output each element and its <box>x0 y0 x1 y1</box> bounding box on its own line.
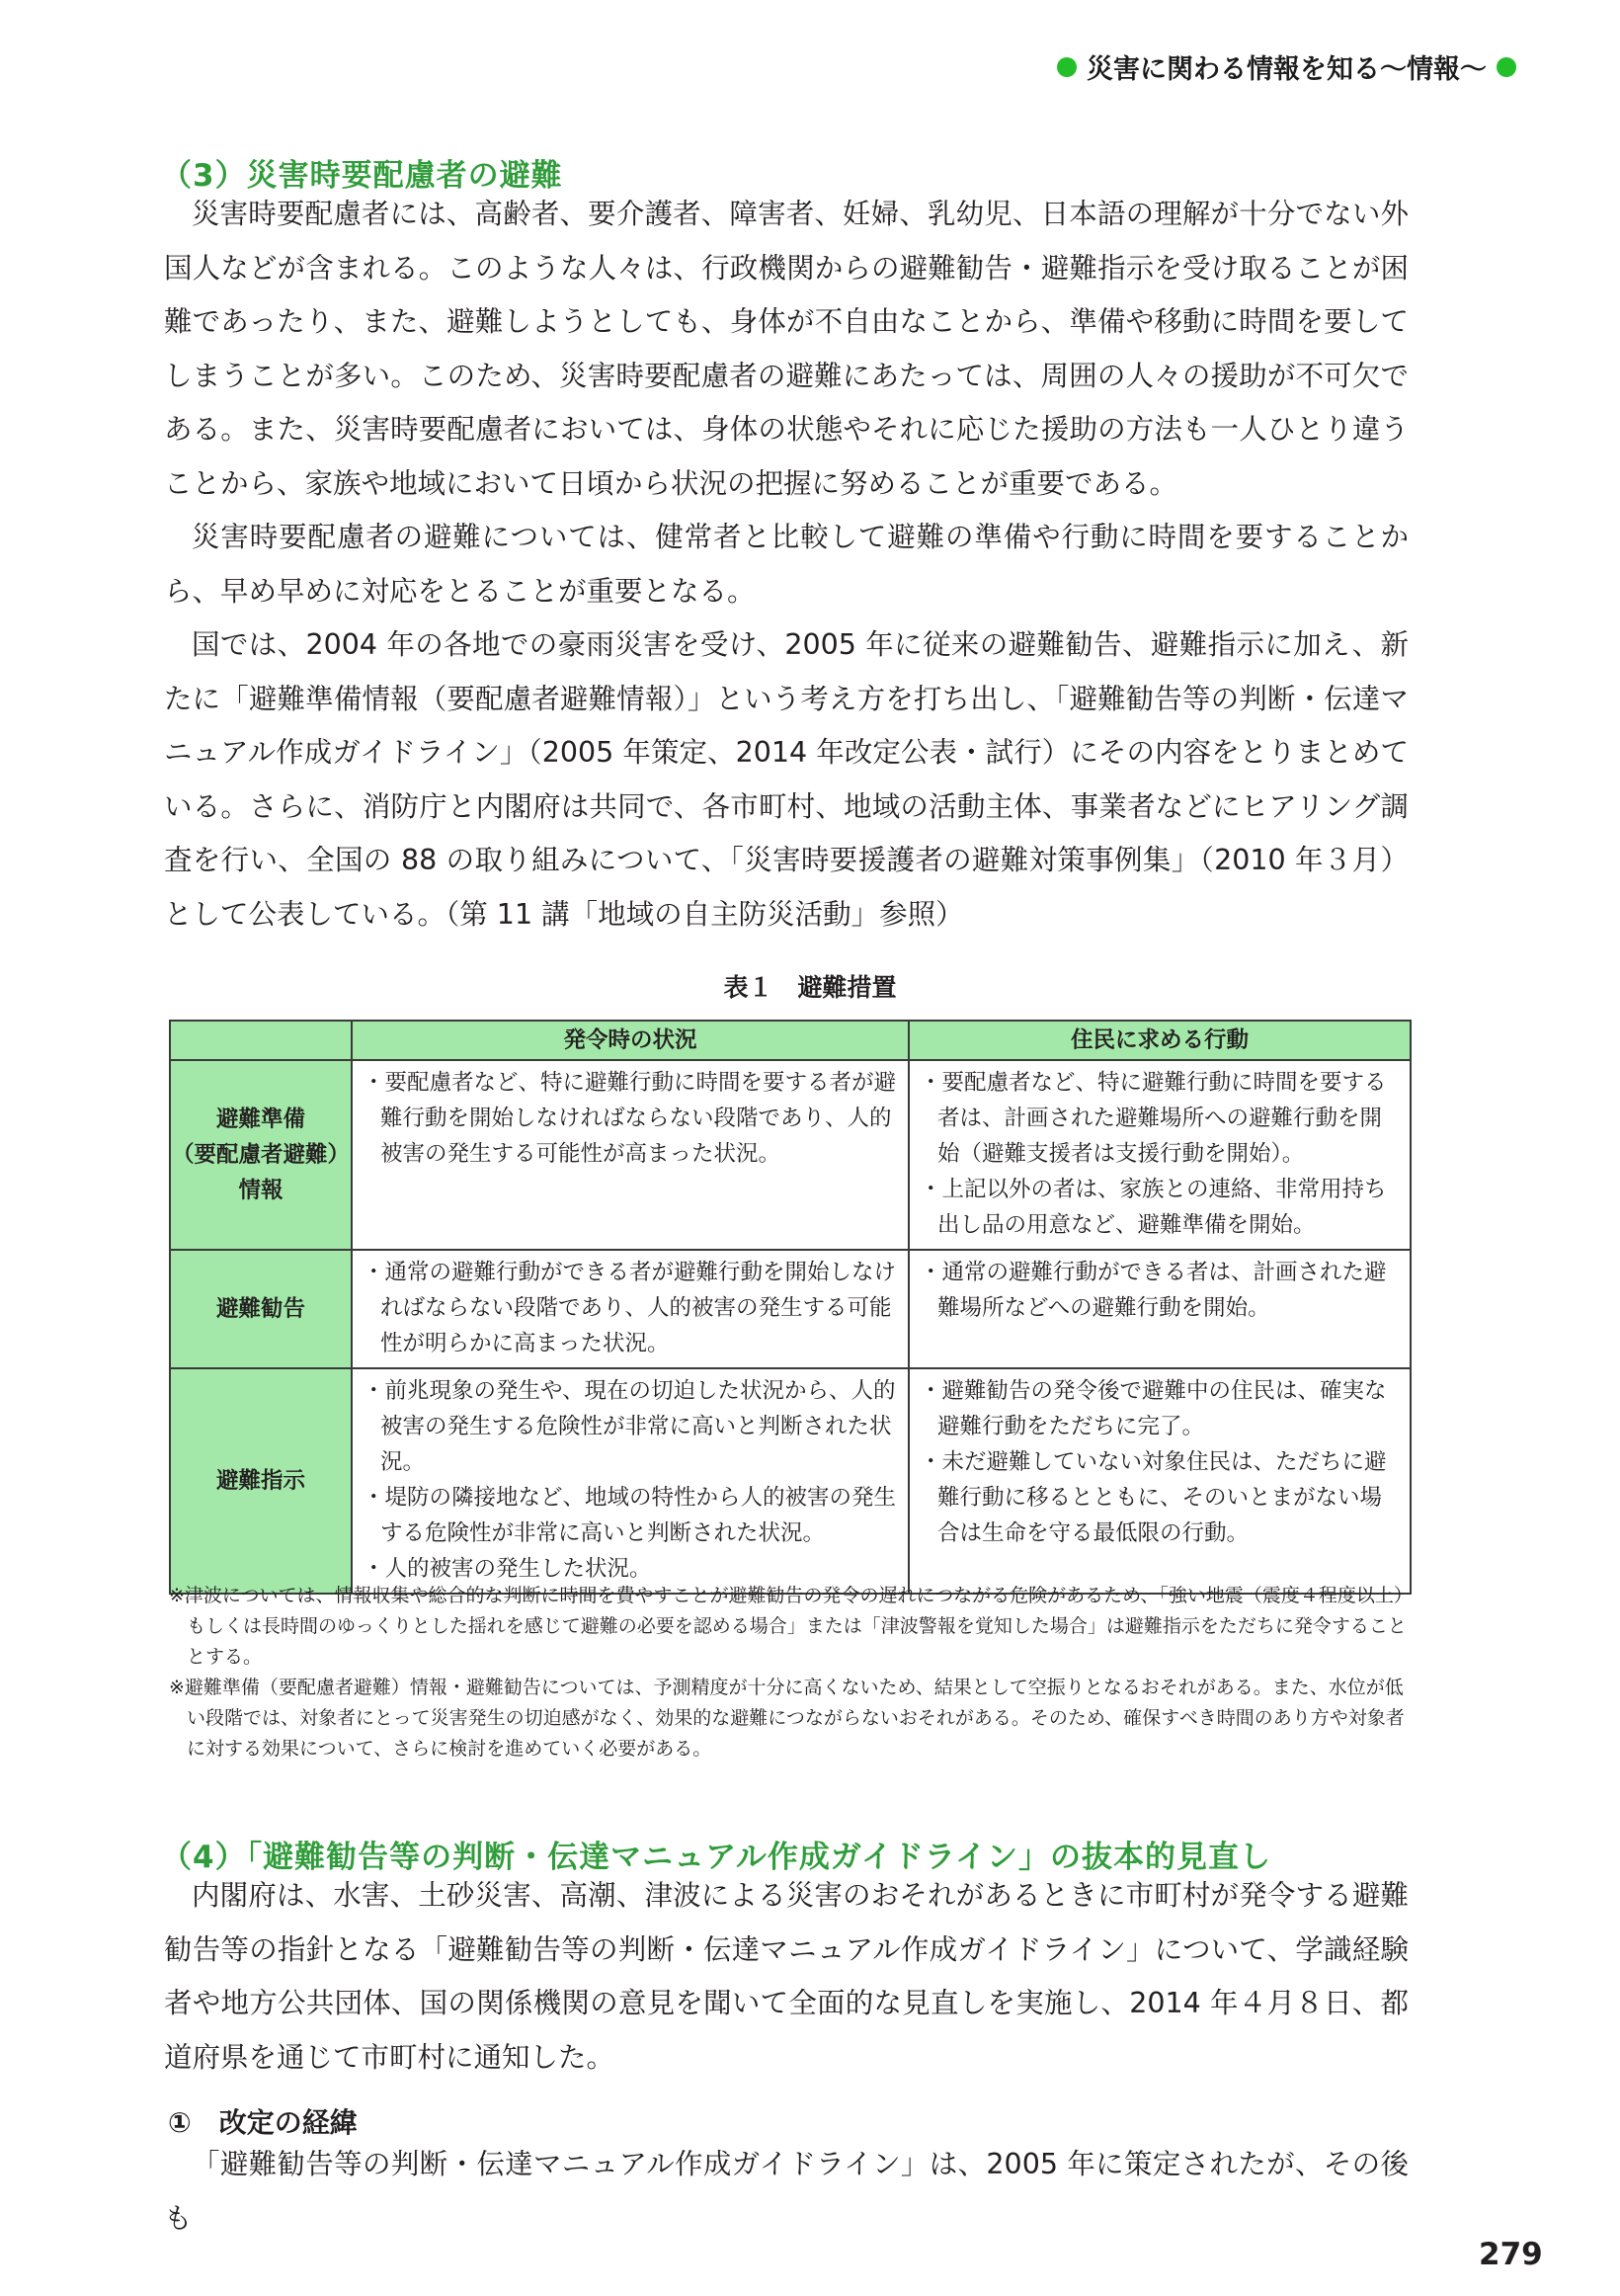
action-item: ・上記以外の者は、家族との連絡、非常用持ち出し品の用意など、避難準備を開始。 <box>920 1177 1387 1238</box>
page-number: 279 <box>1479 2237 1543 2272</box>
section-3-heading: （3）災害時要配慮者の避難 <box>161 158 563 194</box>
situation-item: ・人的被害の発生した状況。 <box>363 1556 652 1582</box>
table-note: ※津波については、情報収集や総合的な判断に時間を費やすことが避難勧告の発令の遅れにつながる危険があるため、「強い地震（震度４程度以上）もしくは長時間のゆっくりとした揺れを感じて避難の必要を認める場合」または「津波警報を覚知した場合」は避難指示をただちに発令することとする。 <box>169 1585 1413 1668</box>
table-row <box>170 1250 1411 1368</box>
bullet-dot-icon <box>1057 57 1077 77</box>
section-4-paragraph: 内閣府は、水害、土砂災害、高潮、津波による災害のおそれがあるときに市町村が発令する避難勧告等の指針となる「避難勧告等の判断・伝達マニュアル作成ガイドライン」について、学識経験者や地方公共団体、国の関係機関の意見を聞いて全面的な見直しを実施し、2014 年４月８日、都道府県を通じて市町村に通知した。 <box>164 1879 1409 2074</box>
situation-item: ・前兆現象の発生や、現在の切迫した状況から、人的被害の発生する危険性が非常に高いと判断された状況。 <box>363 1378 896 1475</box>
table-header-action: 住民に求める行動 <box>909 1021 1411 1060</box>
evacuation-measures-table <box>169 1020 1412 1595</box>
table-note: ※避難準備（要配慮者避難）情報・避難勧告については、予測精度が十分に高くないため、結果として空振りとなるおそれがある。また、水位が低い段階では、対象者にとって災害発生の切迫感がなく、効果的な避難につながらないおそれがある。そのため、確保すべき時間のあり方や対象者に対する効果について、さらに検討を進めていく必要がある。 <box>169 1677 1405 1760</box>
section-3-paragraph-1: 災害時要配慮者には、高齢者、要介護者、障害者、妊婦、乳幼児、日本語の理解が十分でない外国人などが含まれる。このような人々は、行政機関からの避難勧告・避難指示を受け取ることが困難であったり、また、避難しようとしても、身体が不自由なことから、準備や移動に時間を要してしまうことが多い。このため、災害時要配慮者の避難にあたっては、周囲の人々の援助が不可欠である。また、災害時要配慮者においては、身体の状態やそれに応じた援助の方法も一人ひとり違うことから、家族や地域において日頃から状況の把握に努めることが重要である。 <box>164 198 1409 500</box>
action-cell <box>909 1060 1411 1250</box>
action-item: ・避難勧告の発令後で避難中の住民は、確実な避難行動をただちに完了。 <box>920 1378 1387 1439</box>
table-header-row <box>170 1021 1411 1060</box>
action-item: ・要配慮者など、特に避難行動に時間を要する者は、計画された避難場所への避難行動を開始（避難支援者は支援行動を開始）。 <box>920 1070 1387 1167</box>
action-item: ・通常の避難行動ができる者は、計画された避難場所などへの避難行動を開始。 <box>920 1260 1387 1321</box>
situation-cell <box>352 1368 909 1594</box>
table-header-blank <box>170 1021 352 1060</box>
row-label-evacuation-preparation <box>170 1060 352 1250</box>
header-title: 災害に関わる情報を知る〜情報〜 <box>1087 54 1487 85</box>
situation-cell <box>352 1250 909 1368</box>
situation-item: ・通常の避難行動ができる者が避難行動を開始しなければならない段階であり、人的被害の発生する可能性が明らかに高まった状況。 <box>363 1260 897 1356</box>
row-label-evacuation-advisory <box>170 1250 352 1368</box>
section-4-heading: （4）「避難勧告等の判断・伝達マニュアル作成ガイドライン」の抜本的見直し <box>161 1840 1271 1875</box>
situation-cell <box>352 1060 909 1250</box>
row-label-line: 避難勧告 <box>215 1296 305 1322</box>
row-label-line: 避難準備 <box>215 1107 305 1132</box>
row-label-line: 情報 <box>238 1178 284 1203</box>
subsection-heading: ① 改定の経緯 <box>168 2106 358 2139</box>
bullet-dot-icon <box>1497 57 1516 77</box>
situation-item: ・堤防の隣接地など、地域の特性から人的被害の発生する危険性が非常に高いと判断された状況。 <box>363 1485 897 1546</box>
table-row <box>170 1060 1411 1250</box>
section-4-last-line: 「避難勧告等の判断・伝達マニュアル作成ガイドライン」は、2005 年に策定されたが、その後も <box>164 2148 1409 2235</box>
row-label-line: 避難指示 <box>215 1468 305 1494</box>
action-item: ・未だ避難していない対象住民は、ただちに避難行動に移るとともに、そのいとまがない場合は生命を守る最低限の行動。 <box>920 1449 1387 1546</box>
row-label-line: （要配慮者避難） <box>172 1142 351 1168</box>
table-notes <box>169 1581 1416 1764</box>
table-header-situation: 発令時の状況 <box>352 1021 909 1060</box>
running-header <box>1057 47 1516 86</box>
section-3-paragraph-3: 国では、2004 年の各地での豪雨災害を受け、2005 年に従来の避難勧告、避難指示に加え、新たに「避難準備情報（要配慮者避難情報）」という考え方を打ち出し、「避難勧告等の判断・伝達マニュアル作成ガイドライン」（2005 年策定、2014 年改定公表・試行）にその内容をとりまとめている。さらに、消防庁と内閣府は共同で、各市町村、地域の活動主体、事業者などにヒアリング調査を行い、全国の 88 の取り組みについて、「災害時要援護者の避難対策事例集」（2010 年３月）として公表している。（第 11 講「地域の自主防災活動」参照） <box>164 628 1409 931</box>
action-cell <box>909 1368 1411 1594</box>
table-caption: 表１ 避難措置 <box>723 973 897 1002</box>
section-3-paragraph-2: 災害時要配慮者の避難については、健常者と比較して避難の準備や行動に時間を要することから、早め早めに対応をとることが重要となる。 <box>164 521 1409 608</box>
situation-item: ・要配慮者など、特に避難行動に時間を要する者が避難行動を開始しなければならない段階であり、人的被害の発生する可能性が高まった状況。 <box>363 1070 897 1167</box>
table-row <box>170 1368 1411 1594</box>
action-cell <box>909 1250 1411 1368</box>
row-label-evacuation-order <box>170 1368 352 1594</box>
